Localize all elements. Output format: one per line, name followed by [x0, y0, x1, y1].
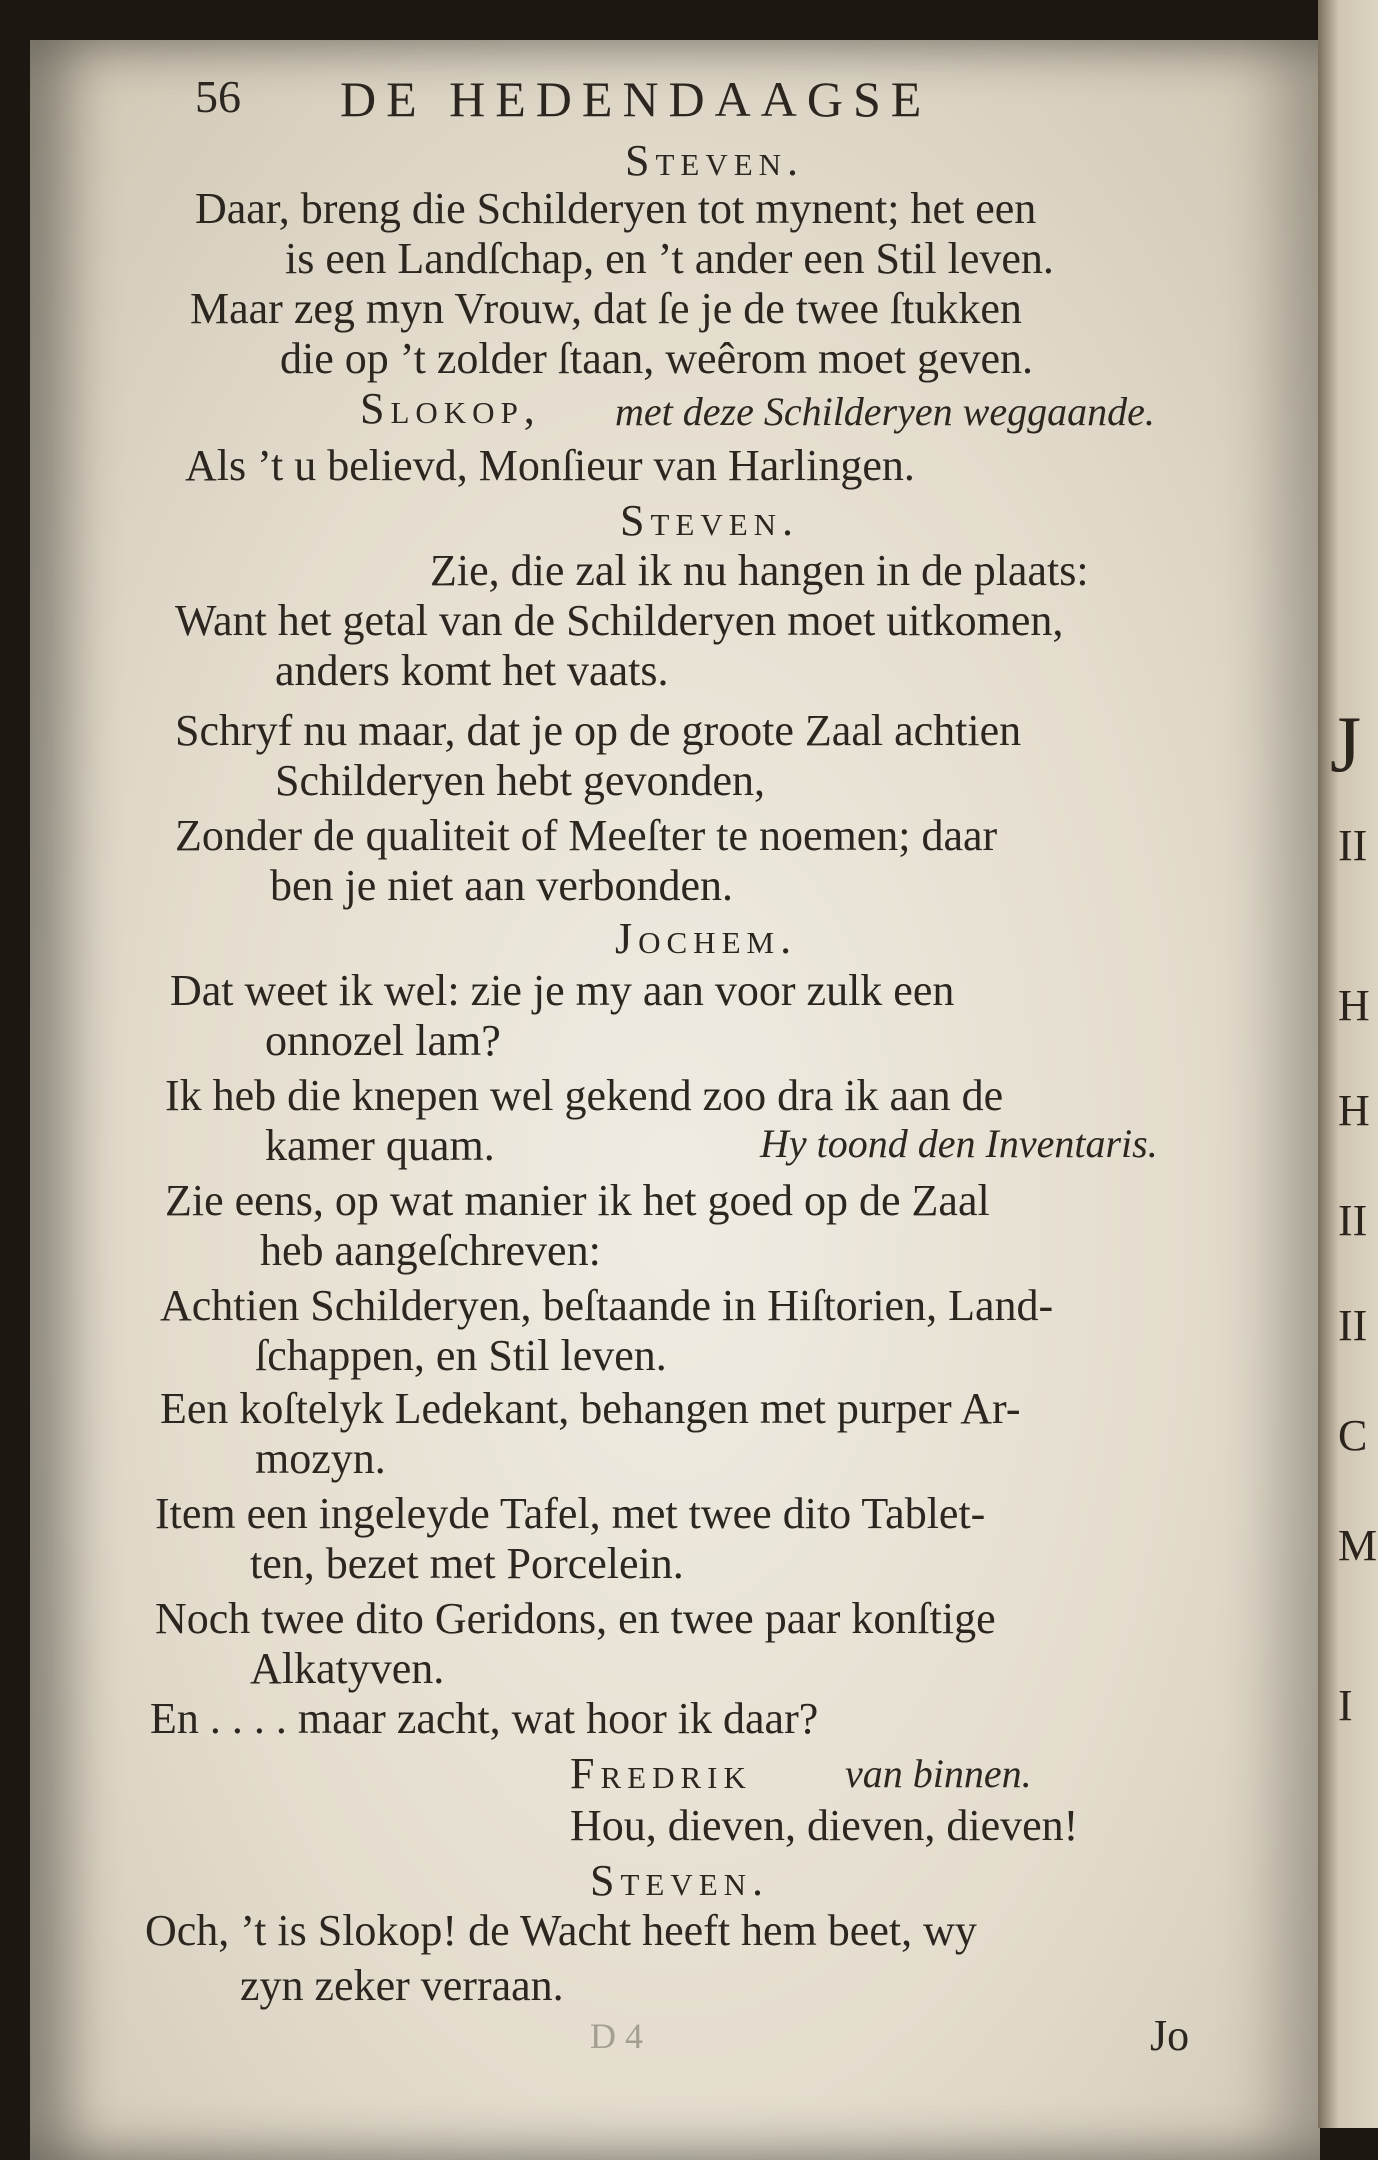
right-page-letter: H: [1338, 981, 1370, 1030]
stage-direction: van binnen.: [845, 1751, 1032, 1796]
text-line: Dat weet ik wel: zie je my aan voor zulk een: [170, 966, 955, 1015]
right-page-letter: H: [1338, 1086, 1370, 1135]
text-line: anders komt het vaats.: [275, 646, 669, 695]
stage-direction: met deze Schilderyen weggaande.: [615, 389, 1155, 434]
signature-mark: D 4: [590, 2016, 643, 2056]
text-line: Als ’t u believd, Monſieur van Harlingen.: [185, 441, 915, 490]
text-line: is een Landſchap, en ’t ander een Stil leven.: [285, 234, 1054, 283]
speaker-name: Slokop,: [360, 384, 541, 433]
text-line: Zie eens, op wat manier ik het goed op de Zaal: [165, 1176, 990, 1225]
right-page-letter: M: [1338, 1521, 1378, 1570]
right-page-letter: II: [1338, 1196, 1368, 1245]
text-line: Schilderyen hebt gevonden,: [275, 756, 765, 805]
speaker-name: Fredrik: [570, 1749, 752, 1798]
text-line: Ik heb die knepen wel gekend zoo dra ik aan de: [165, 1071, 1004, 1120]
text-line: ten, bezet met Porcelein.: [250, 1539, 684, 1588]
text-line: ben je niet aan verbonden.: [270, 861, 734, 910]
text-line: En . . . . maar zacht, wat hoor ik daar?: [150, 1694, 819, 1743]
text-line: heb aangeſchreven:: [260, 1226, 601, 1275]
text-line: mozyn.: [255, 1434, 386, 1483]
page-number: 56: [195, 71, 241, 122]
right-page-letter: II: [1338, 821, 1368, 870]
right-page-letter: I: [1338, 1681, 1353, 1730]
text-line: ſchappen, en Stil leven.: [255, 1331, 667, 1380]
running-head: DE HEDENDAAGSE: [340, 71, 932, 127]
text-line: Och, ’t is Slokop! de Wacht heeft hem beet, wy: [145, 1906, 977, 1955]
text-line: Zie, die zal ik nu hangen in de plaats:: [430, 546, 1089, 595]
text-line: Hou, dieven, dieven, dieven!: [570, 1801, 1079, 1850]
right-page-letter: II: [1338, 1301, 1368, 1350]
text-line: Achtien Schilderyen, beſtaande in Hiſtorien, Land-: [160, 1281, 1054, 1330]
catchword: Jo: [1150, 2011, 1190, 2060]
text-line: onnozel lam?: [265, 1016, 501, 1065]
text-line: Een koſtelyk Ledekant, behangen met purper Ar-: [160, 1384, 1021, 1433]
speaker-name: Steven.: [590, 1856, 770, 1905]
speaker-name: Jochem.: [615, 914, 798, 963]
text-line: Noch twee dito Geridons, en twee paar konſtige: [155, 1594, 996, 1643]
right-page-letter: C: [1338, 1411, 1368, 1460]
text-line: Daar, breng die Schilderyen tot mynent; het een: [195, 184, 1037, 233]
text-line: Schryf nu maar, dat je op de groote Zaal achtien: [175, 706, 1022, 755]
text-line: Zonder de qualiteit of Meeſter te noemen; daar: [175, 811, 998, 860]
text-line: zyn zeker verraan.: [240, 1961, 564, 2010]
right-page-letter: J: [1330, 701, 1362, 789]
text-line: Item een ingeleyde Tafel, met twee dito Tablet-: [155, 1489, 986, 1538]
text-line: Want het getal van de Schilderyen moet uitkomen,: [175, 596, 1064, 645]
text-line: die op ’t zolder ſtaan, weêrom moet geven.: [280, 334, 1034, 383]
book-page-right-edge: [1318, 0, 1378, 2128]
text-line: Alkatyven.: [250, 1644, 445, 1693]
stage-direction: Hy toond den Inventaris.: [760, 1121, 1158, 1166]
speaker-name: Steven.: [625, 136, 805, 185]
speaker-name: Steven.: [620, 496, 800, 545]
text-line: Maar zeg myn Vrouw, dat ſe je de twee ſtukken: [190, 284, 1022, 333]
text-line: kamer quam.: [265, 1121, 495, 1170]
